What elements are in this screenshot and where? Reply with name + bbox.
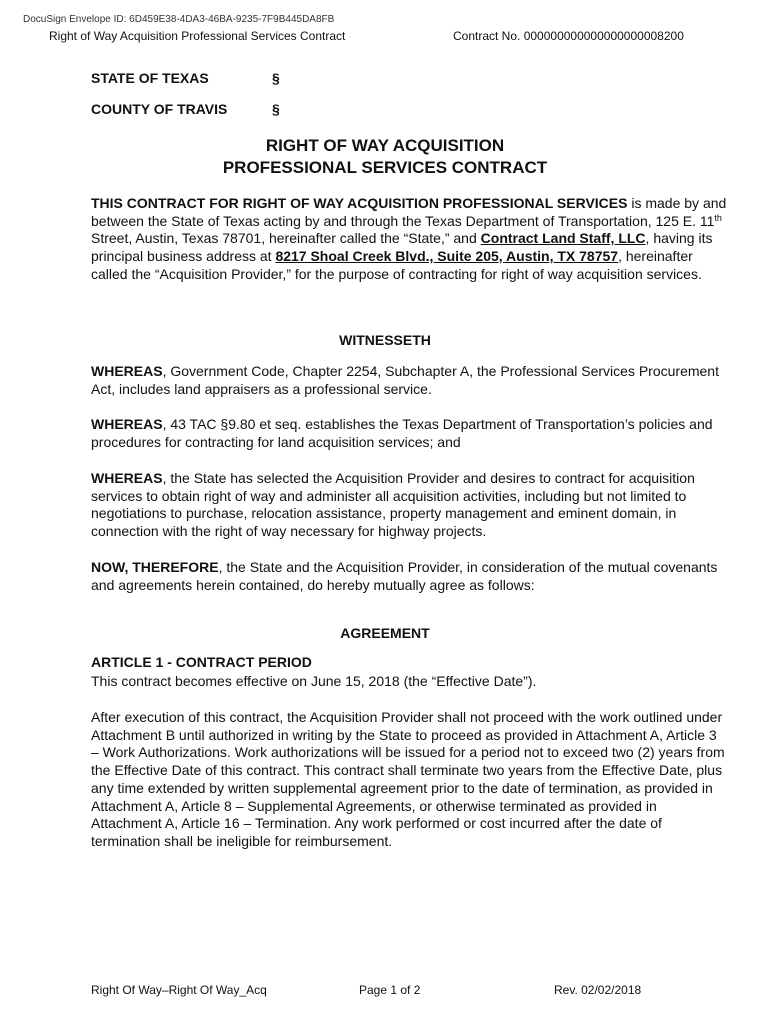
article-1-paragraph: After execution of this contract, the Acquisition Provider shall not proceed with the work outlined under Attachment B until authorized in writing by the State to proceed as provided in Attachment A, Article 3 – Work Authorizations. Work authorizations will be issued for a period not to exceed two (2) years from the Effective Date of this contract. This contract shall terminate two years from the Effective Date, plus any time extended by written supplemental agreement prior to the date of termination, as provided in Attachment A, Article 8 – Supplemental Agreements, or otherwise terminated as provided in Attachment A, Article 16 – Termination. Any work performed or cost incurred after the date of termination shall be ineligible for reimbursement. bbox=[91, 709, 725, 849]
footer-form-name: Right Of Way–Right Of Way_Acq bbox=[91, 983, 267, 997]
docusign-envelope-id: DocuSign Envelope ID: 6D459E38-4DA3-46BA-9235-7F9B445DA8FB bbox=[23, 14, 335, 25]
contract-title-line2: PROFESSIONAL SERVICES CONTRACT bbox=[222, 158, 548, 177]
article-1-effective-date: This contract becomes effective on June 15, 2018 (the “Effective Date”). bbox=[91, 673, 537, 689]
county-label: COUNTY OF TRAVIS bbox=[91, 101, 228, 117]
footer-page-number: Page 1 of 2 bbox=[359, 983, 421, 997]
now-therefore-paragraph: NOW, THEREFORE, the State and the Acquisition Provider, in consideration of the mutual covenants and agreements herein contained, do hereby mutually agree as follows: bbox=[91, 559, 718, 593]
whereas-paragraph-2: WHEREAS, 43 TAC §9.80 et seq. establishes the Texas Department of Transportation’s policies and procedures for contracting for land acquisition services; and bbox=[91, 416, 713, 450]
state-label: STATE OF TEXAS bbox=[91, 70, 209, 86]
county-section-symbol: § bbox=[272, 101, 280, 117]
intro-paragraph: THIS CONTRACT FOR RIGHT OF WAY ACQUISITION PROFESSIONAL SERVICES is made by and between the State of Texas acting by and through the Texas Department of Transportation, 125 E. 11th Street, Austin, Texas 78701, hereinafter called the “State,” and Contract Land Staff, LLC, having its principal business address at 8217 Shoal Creek Blvd., Suite 205, Austin, TX 78757, hereinafter called the “Acquisition Provider,” for the purpose of contracting for right of way acquisition services. bbox=[91, 195, 727, 282]
intro-lead: THIS CONTRACT FOR RIGHT OF WAY ACQUISITION PROFESSIONAL SERVICES bbox=[91, 195, 628, 211]
witnesseth-heading: WITNESSETH bbox=[339, 332, 431, 348]
state-section-symbol: § bbox=[272, 70, 280, 86]
whereas-paragraph-3: WHEREAS, the State has selected the Acquisition Provider and desires to contract for acquisition services to obtain right of way and administer all acquisition activities, including but not limited to negotiations to purchase, relocation assistance, property management and eminent domain, in connection with the right of way necessary for highway projects. bbox=[91, 470, 695, 540]
provider-address: 8217 Shoal Creek Blvd., Suite 205, Austin, TX 78757 bbox=[275, 248, 619, 265]
article-1-title: ARTICLE 1 - CONTRACT PERIOD bbox=[91, 654, 312, 670]
provider-name: Contract Land Staff, LLC bbox=[480, 230, 646, 247]
header-contract-number: Contract No. 000000000000000000008200 bbox=[453, 29, 684, 43]
header-document-title: Right of Way Acquisition Professional Services Contract bbox=[49, 29, 346, 43]
footer-revision: Rev. 02/02/2018 bbox=[554, 983, 642, 997]
whereas-paragraph-1: WHEREAS, Government Code, Chapter 2254, Subchapter A, the Professional Services Procurement Act, includes land appraisers as a professional service. bbox=[91, 363, 719, 397]
agreement-heading: AGREEMENT bbox=[340, 625, 430, 641]
contract-title-line1: RIGHT OF WAY ACQUISITION bbox=[265, 136, 505, 155]
